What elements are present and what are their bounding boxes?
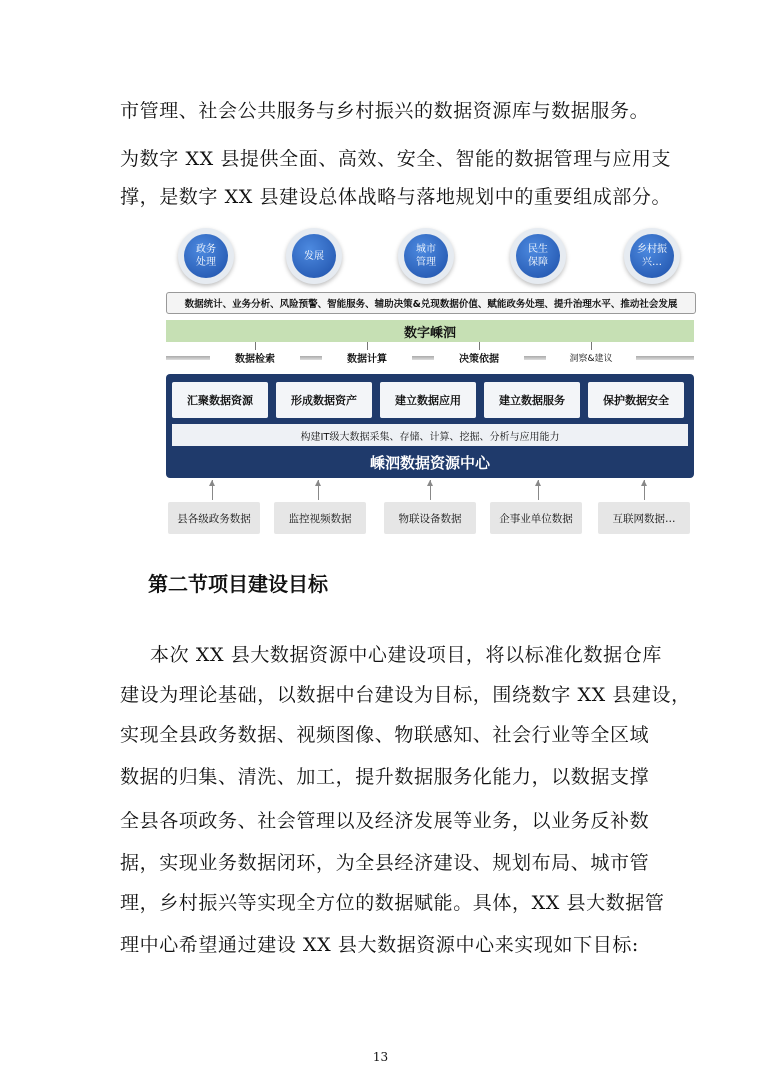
body-line-7: 理，乡村振兴等实现全方位的数据赋能。具体，XX 县大数据管 [120,892,665,914]
center-title: 嵊泗数据资源中心 [369,453,490,472]
services-bar: 数据统计、业务分析、风险预警、智能服务、辅助决策&兑现数据价值、赋能政务处理、提升治理水平、推动社会发展 [166,292,696,314]
capability-security: 保护数据安全 [588,382,684,418]
mid-label-computing: 数据计算 [322,346,412,368]
body-line-6: 据，实现业务数据闭环，为全县经济建设、规划布局、城市管 [120,852,650,874]
mid-labels-row [166,346,694,368]
capability-applications: 建立数据应用 [380,382,476,418]
body-line-2: 建设为理论基础，以数据中台建设为目标，围绕数字 XX 县建设， [120,684,691,706]
intro-line-3: 撑，是数字 XX 县建设总体战略与落地规划中的重要组成部分。 [120,186,672,208]
body-line-8: 理中心希望通过建设 XX 县大数据资源中心来实现如下目标: [120,934,639,956]
body-line-5: 全县各项政务、社会管理以及经济发展等业务，以业务反补数 [120,810,650,832]
architecture-diagram [160,228,700,540]
body-line-1: 本次 XX 县大数据资源中心建设项目，将以标准化数据仓库 [150,644,662,666]
ability-bar: 构建IT级大数据采集、存储、计算、挖掘、分析与应用能力 [172,424,688,446]
section-heading: 第二节项目建设目标 [148,572,328,596]
page-number: 13 [372,1050,389,1064]
circle-label: 城市 管理 [416,244,436,268]
body-line-4: 数据的归集、清洗、加工，提升数据服务化能力，以数据支撑 [120,766,650,788]
data-resource-center-panel [166,374,694,478]
mid-label-retrieval: 数据检索 [210,346,300,368]
circle-development [280,228,348,286]
capability-services: 建立数据服务 [484,382,580,418]
circle-rural-revitalization [618,228,686,286]
source-government-data: 县各级政务数据 [168,502,260,534]
circle-livelihood [504,228,572,286]
intro-line-2: 为数字 XX 县提供全面、高效、安全、智能的数据管理与应用支 [120,148,672,170]
digital-shengsi-bar: 数字嵊泗 [166,320,694,342]
capability-aggregate: 汇聚数据资源 [172,382,268,418]
up-arrow-icon [644,480,645,500]
mid-label-insight: 洞察&建议 [546,346,636,368]
circle-label: 政务 处理 [196,244,216,268]
source-internet-data: 互联网数据… [598,502,690,534]
up-arrow-icon [538,480,539,500]
circle-label: 民生 保障 [528,244,548,268]
up-arrow-icon [430,480,431,500]
intro-line-1: 市管理、社会公共服务与乡村振兴的数据资源库与数据服务。 [120,100,650,122]
source-iot-data: 物联设备数据 [384,502,476,534]
source-video-data: 监控视频数据 [274,502,366,534]
up-arrow-icon [318,480,319,500]
circle-city-management [392,228,460,286]
circle-label: 发展 [304,250,324,262]
capability-assets: 形成数据资产 [276,382,372,418]
up-arrow-icon [212,480,213,500]
circle-label: 乡村振 兴… [637,244,667,268]
source-enterprise-data: 企事业单位数据 [490,502,582,534]
body-line-3: 实现全县政务数据、视频图像、物联感知、社会行业等全区域 [120,724,650,746]
mid-label-decision: 决策依据 [434,346,524,368]
circle-government-affairs [172,228,240,286]
